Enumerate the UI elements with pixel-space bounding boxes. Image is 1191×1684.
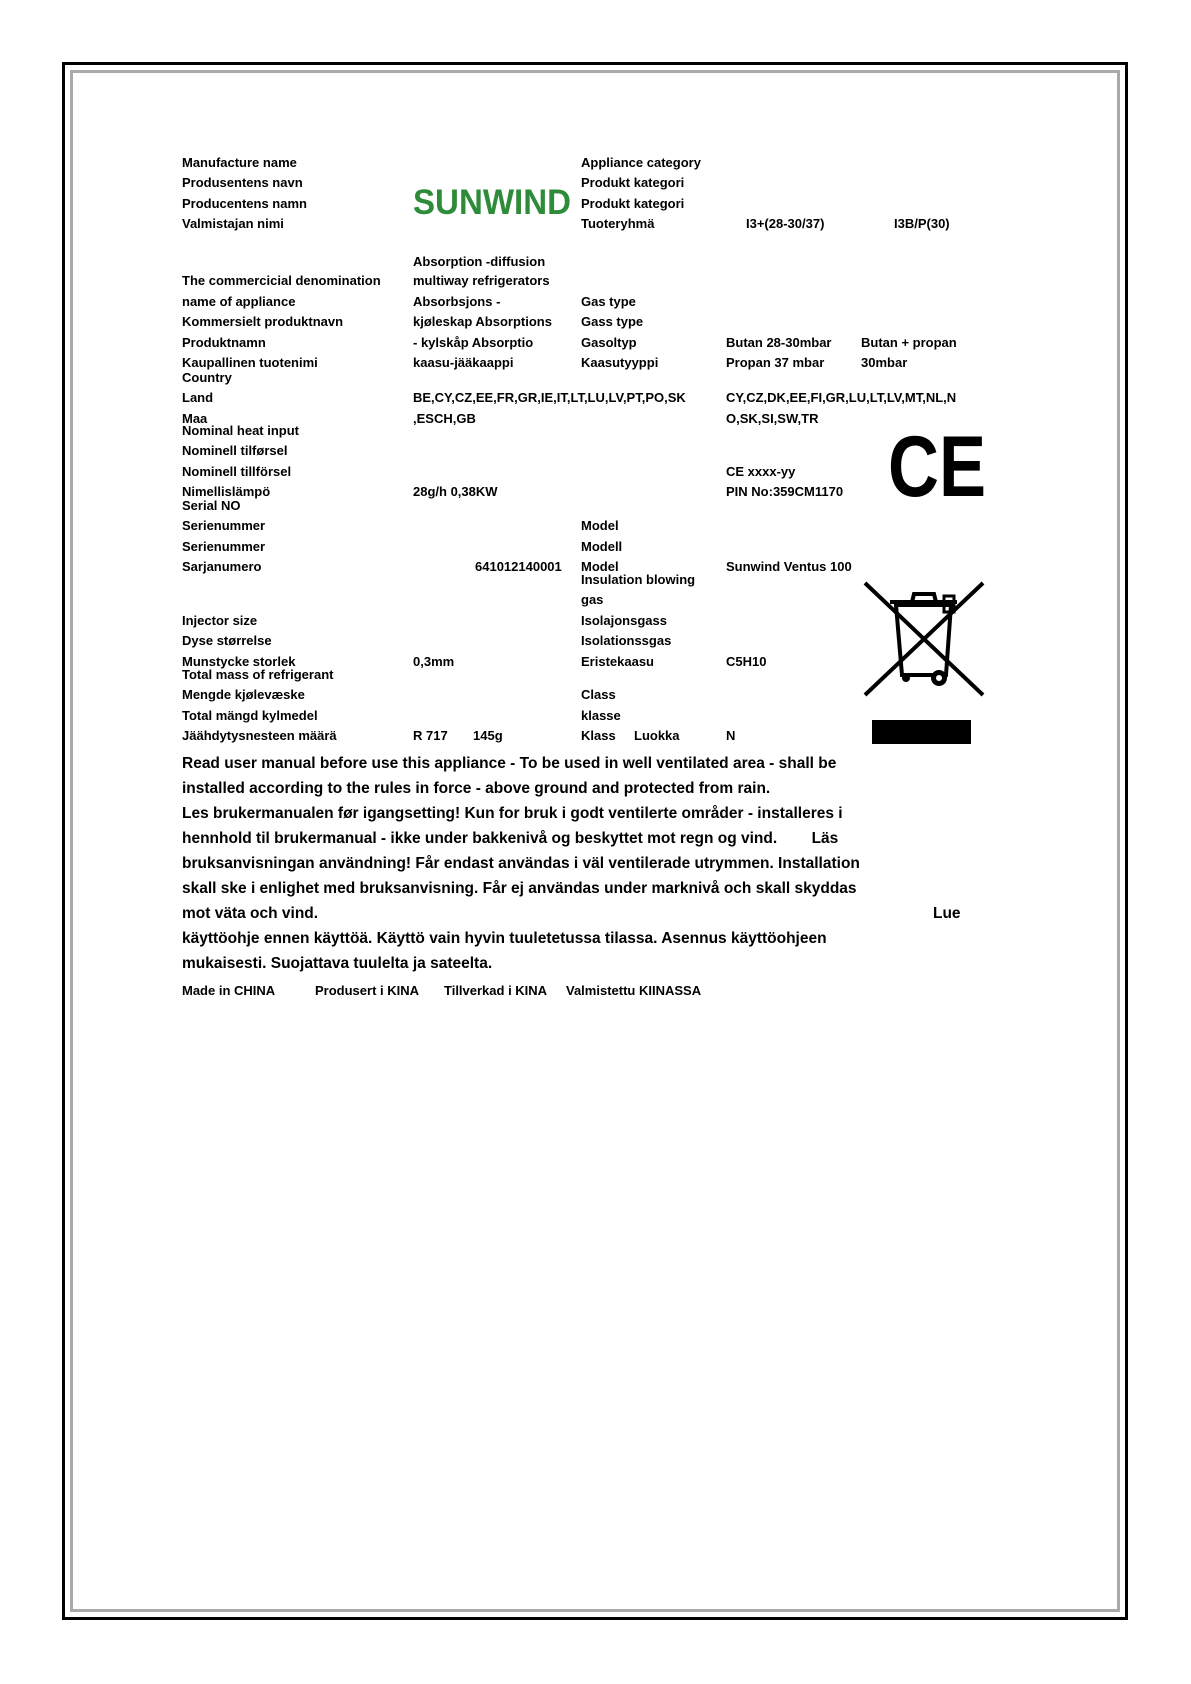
label-commercial-denomination: The commercicial denomination (182, 273, 381, 288)
category-value-2: I3B/P(30) (894, 216, 950, 231)
label-mengde-kjolevaeske: Mengde kjølevæske (182, 687, 305, 702)
label-dyse-storrelse: Dyse størrelse (182, 633, 272, 648)
warning-line-lue: Lue (933, 905, 961, 922)
weee-bin-icon (862, 580, 987, 698)
label-serienummer-no: Serienummer (182, 518, 266, 533)
gas-value-1b: Propan 37 mbar (726, 355, 825, 370)
label-name-of-appliance: name of appliance (182, 294, 296, 309)
label-jaahdytysnesteen-maara: Jäähdytysnesteen määrä (182, 728, 337, 743)
class-value: N (726, 728, 736, 743)
warning-line: Les brukermanualen før igangsetting! Kun for bruk i godt ventilerte områder - installeres i (182, 805, 843, 822)
label-land: Land (182, 390, 214, 405)
label-model-fi: Model (581, 559, 619, 574)
label-nominell-tilforsel: Nominell tilførsel (182, 443, 288, 458)
warning-line: Read user manual before use this appliance - To be used in well ventilated area - shall be (182, 755, 837, 772)
warning-line: käyttöohje ennen käyttöä. Käyttö vain hyvin tuuletetussa tilassa. Asennus käyttöohjeen (182, 930, 827, 947)
denomination-line-3: Absorbsjons - (413, 294, 501, 309)
label-gas-type: Gas type (581, 294, 636, 309)
label-munstycke-storlek: Munstycke storlek (182, 654, 296, 669)
label-gass-type: Gass type (581, 314, 644, 329)
label-maa: Maa (182, 411, 208, 426)
label-injector-size: Injector size (182, 613, 258, 628)
label-kaasutyyppi: Kaasutyyppi (581, 355, 659, 370)
label-insulation-blowing: Insulation blowing (581, 572, 696, 587)
redaction-bar (872, 720, 971, 744)
countries-left-line-1: BE,CY,CZ,EE,FR,GR,IE,IT,LT,LU,LV,PT,PO,SK (413, 390, 686, 405)
label-country: Country (182, 370, 232, 385)
label-nimellislampo: Nimellislämpö (182, 484, 271, 499)
label-eristekaasu: Eristekaasu (581, 654, 654, 669)
refrigerant-mass-value: 145g (473, 728, 503, 743)
countries-right-line-2: O,SK,SI,SW,TR (726, 411, 819, 426)
label-kommersielt-produktnavn: Kommersielt produktnavn (182, 314, 344, 329)
ce-mark-icon (888, 419, 988, 515)
label-tuoteryhma: Tuoteryhmä (581, 216, 655, 231)
gas-value-2a: Butan + propan (861, 335, 957, 350)
model-name-value: Sunwind Ventus 100 (726, 559, 852, 574)
label-produsentens-navn: Produsentens navn (182, 175, 303, 190)
denomination-line-1: Absorption -diffusion (413, 254, 546, 269)
logo-text: SUNWIND (413, 183, 571, 222)
label-manufacture-name: Manufacture name (182, 155, 297, 170)
label-modell: Modell (581, 539, 623, 554)
refrigerant-type-value: R 717 (413, 728, 448, 743)
denomination-line-6: kaasu-jääkaappi (413, 355, 514, 370)
label-model: Model (581, 518, 619, 533)
countries-left-line-2: ,ESCH,GB (413, 411, 476, 426)
denomination-line-4: kjøleskap Absorptions (413, 314, 552, 329)
serial-number-value: 641012140001 (475, 559, 562, 574)
produsert-i-kina: Produsert i KINA (315, 983, 420, 998)
label-klass: Klass (581, 728, 616, 743)
label-sarjanumero: Sarjanumero (182, 559, 262, 574)
countries-right-line-1: CY,CZ,DK,EE,FI,GR,LU,LT,LV,MT,NL,N (726, 390, 957, 405)
pin-number: PIN No:359CM1170 (726, 484, 844, 499)
label-gas: gas (581, 592, 604, 607)
warning-line: hennhold til brukermanual - ikke under bakkenivå og beskyttet mot regn og vind. Läs (182, 830, 839, 847)
ce-number: CE xxxx-yy (726, 464, 796, 479)
injector-size-value: 0,3mm (413, 654, 455, 669)
valmistettu-kiinassa: Valmistettu KIINASSA (566, 983, 702, 998)
label-gasoltyp: Gasoltyp (581, 335, 637, 350)
label-isolationssgas: Isolationssgas (581, 633, 672, 648)
label-klasse: klasse (581, 708, 621, 723)
gas-value-2b: 30mbar (861, 355, 908, 370)
label-nominal-heat-input: Nominal heat input (182, 423, 299, 438)
label-valmistajan-nimi: Valmistajan nimi (182, 216, 284, 231)
svg-text:CE: CE (888, 419, 986, 515)
warning-line: bruksanvisningan användning! Får endast användas i väl ventilerade utrymmen. Installation (182, 855, 860, 872)
label-produkt-kategori-se: Produkt kategori (581, 196, 685, 211)
heat-input-value: 28g/h 0,38KW (413, 484, 498, 499)
warning-line: installed according to the rules in force - above ground and protected from rain. (182, 780, 771, 797)
label-isolajonsgass: Isolajonsgass (581, 613, 667, 628)
warning-line: skall ske i enlighet med bruksanvisning. Får ej användas under marknivå och skall skyddas (182, 880, 857, 897)
label-producentens-namn: Producentens namn (182, 196, 307, 211)
label-serial-no: Serial NO (182, 498, 241, 513)
tillverkad-i-kina: Tillverkad i KINA (444, 983, 548, 998)
label-produktnamn: Produktnamn (182, 335, 266, 350)
label-produkt-kategori-no: Produkt kategori (581, 175, 685, 190)
made-in-china: Made in CHINA (182, 983, 276, 998)
gas-value-1a: Butan 28-30mbar (726, 335, 832, 350)
warning-line: mot väta och vind. (182, 905, 319, 922)
label-luokka: Luokka (634, 728, 680, 743)
label-appliance-category: Appliance category (581, 155, 701, 170)
insulation-gas-value: C5H10 (726, 654, 767, 669)
label-class: Class (581, 687, 616, 702)
label-serienummer-se: Serienummer (182, 539, 266, 554)
sunwind-logo (413, 180, 573, 220)
category-value-1: I3+(28-30/37) (746, 216, 825, 231)
label-total-mangd-kylmedel: Total mängd kylmedel (182, 708, 318, 723)
label-kaupallinen-tuotenimi: Kaupallinen tuotenimi (182, 355, 318, 370)
denomination-line-5: - kylskåp Absorptio (413, 335, 534, 350)
label-total-mass-refrigerant: Total mass of refrigerant (182, 667, 334, 682)
label-nominell-tillforsel: Nominell tillförsel (182, 464, 292, 479)
denomination-line-2: multiway refrigerators (413, 273, 550, 288)
warning-line: mukaisesti. Suojattava tuulelta ja sateelta. (182, 955, 493, 972)
